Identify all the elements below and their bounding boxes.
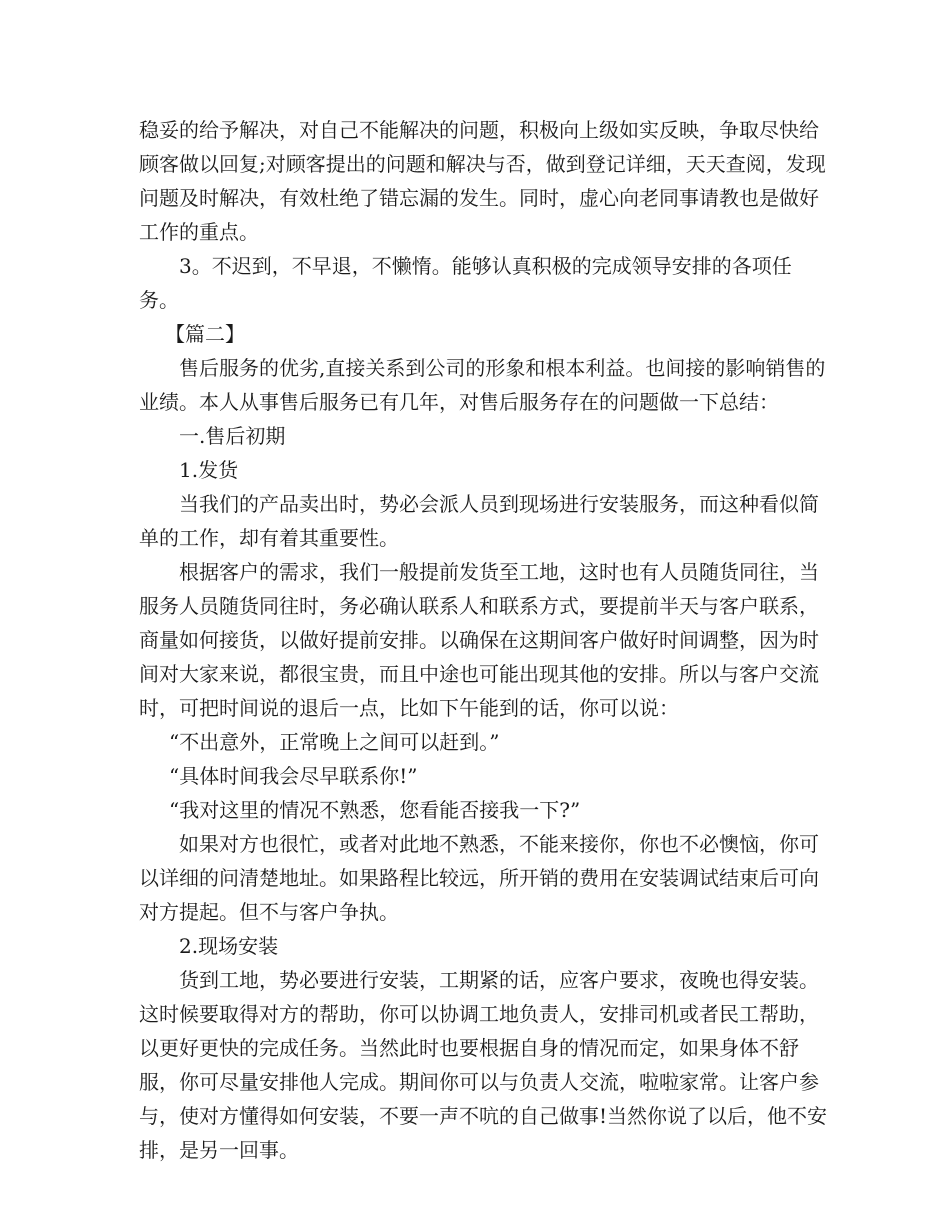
subheading-shipping: 1.发货 — [179, 458, 239, 482]
document-body — [139, 113, 829, 1167]
quote-line-3: “我对这里的情况不熟悉，您看能否接我一下?” — [169, 798, 581, 822]
paragraph-installation: 货到工地，势必要进行安装，工期紧的话，应客户要求，夜晚也得安装。这时候要取得对方的帮助，你可以协调工地负责人，安排司机或者民工帮助，以更好更快的完成任务。当然此时也要根据自身的情况而定，如果身体不舒服，你可尽量安排他人完成。期间你可以与负责人交流，啦啦家常。让客户参与，使对方懂得如何安装，不要一声不吭的自己做事!当然你说了以后，他不安排，是另一回事。 — [139, 968, 828, 1162]
section-title-part-two: 【篇二】 — [165, 322, 245, 346]
paragraph-intro: 售后服务的优劣,直接关系到公司的形象和根本利益。也间接的影响销售的业绩。本人从事售后服务已有几年，对售后服务存在的问题做一下总结： — [139, 356, 826, 414]
subheading-onsite-installation: 2.现场安装 — [179, 934, 279, 958]
paragraph-point-3: 3。不迟到，不早退，不懒惰。能够认真积极的完成领导安排的各项任务。 — [139, 254, 792, 312]
quote-line-2: “具体时间我会尽早联系你!” — [169, 764, 418, 788]
subheading-after-sales-initial: 一.售后初期 — [179, 424, 286, 448]
paragraph-continuation: 稳妥的给予解决，对自己不能解决的问题，积极向上级如实反映，争取尽快给顾客做以回复;对顾客提出的问题和解决与否，做到登记详细，天天查阅，发现问题及时解决，有效杜绝了错忘漏的发生。同时，虚心向老同事请教也是做好工作的重点。 — [139, 118, 826, 244]
paragraph-shipping-details: 根据客户的需求，我们一般提前发货至工地，这时也有人员随货同往，当服务人员随货同往时，务必确认联系人和联系方式，要提前半天与客户联系，商量如何接货，以做好提前安排。以确保在这期间客户做好时间调整，因为时间对大家来说，都很宝贵，而且中途也可能出现其他的安排。所以与客户交流时，可把时间说的退后一点，比如下午能到的话，你可以说： — [139, 560, 819, 720]
paragraph-address-advice: 如果对方也很忙，或者对此地不熟悉，不能来接你，你也不必懊恼，你可以详细的问清楚地址。如果路程比较远，所开销的费用在安装调试结束后可向对方提起。但不与客户争执。 — [139, 832, 819, 924]
paragraph-shipping-importance: 当我们的产品卖出时，势必会派人员到现场进行安装服务，而这种看似简单的工作，却有着其重要性。 — [139, 492, 819, 550]
quote-line-1: “不出意外，正常晚上之间可以赶到。” — [169, 730, 500, 754]
